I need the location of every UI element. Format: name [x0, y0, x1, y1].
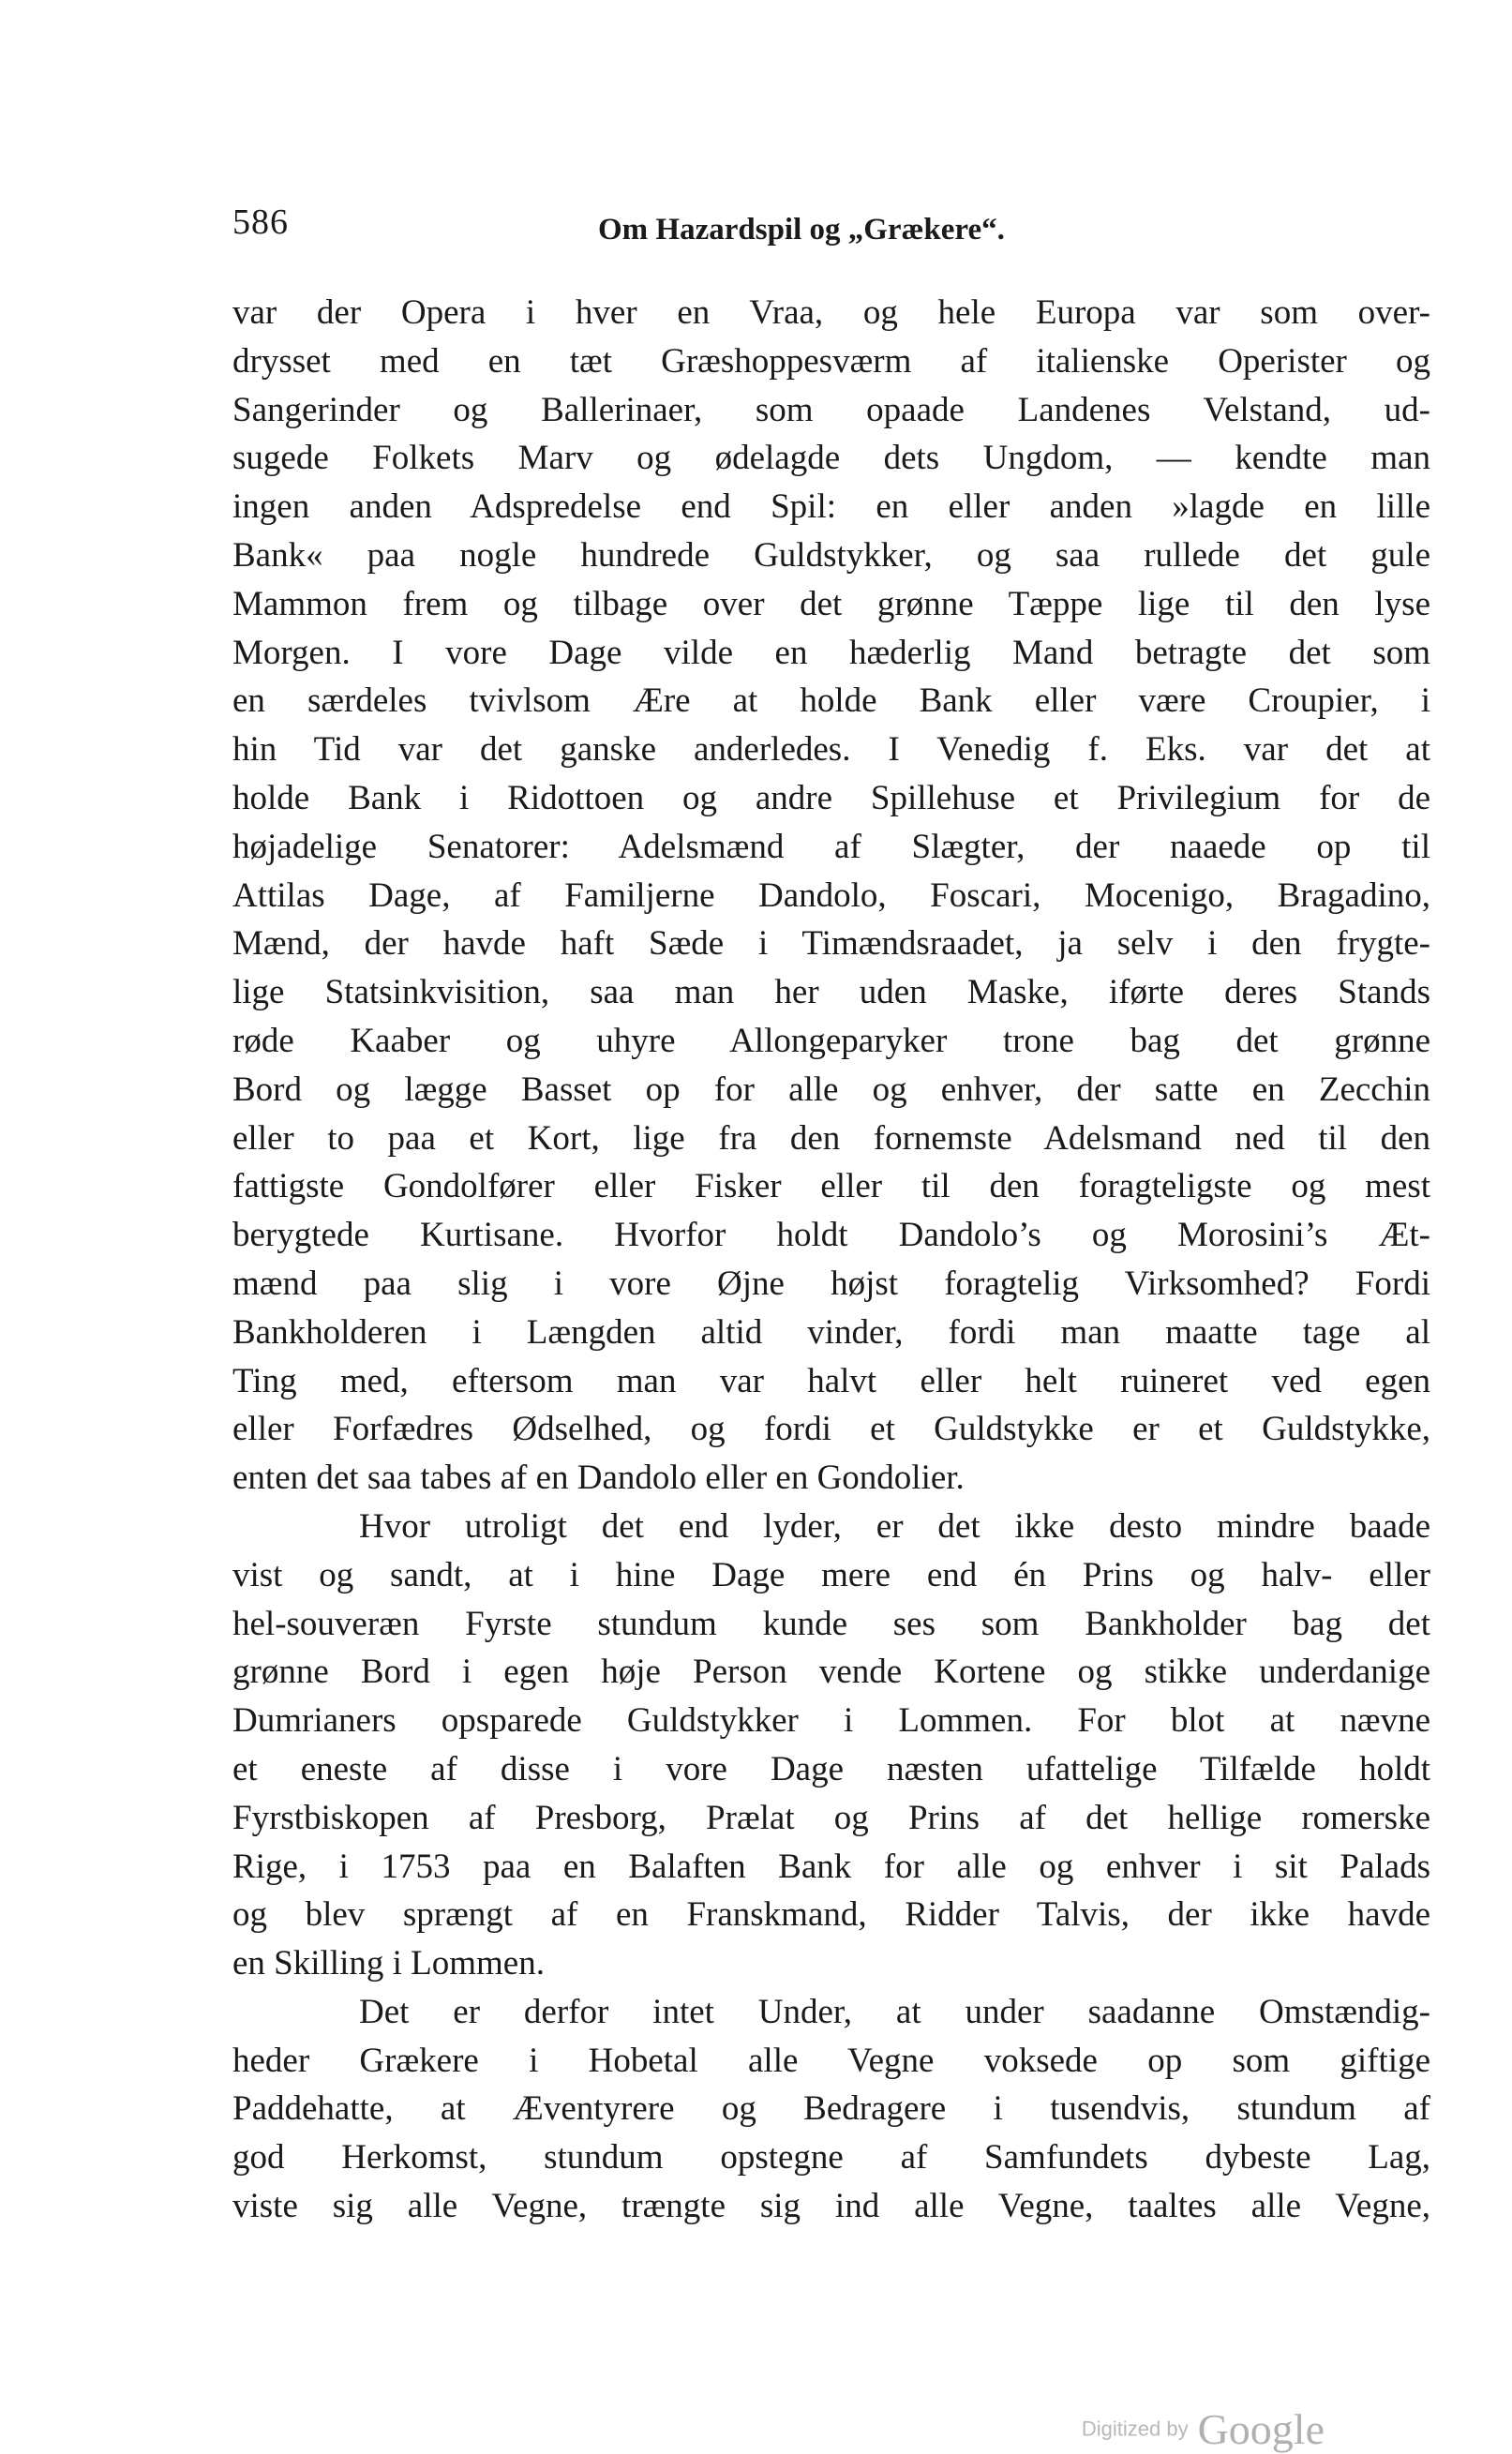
paragraph-end-line: en Skilling i Lommen. — [232, 1944, 545, 1983]
text-line: eller to paa et Kort, lige fra den fornemste Adelsmand ned til den — [232, 1118, 1430, 1158]
paragraph-start-line: Hvor utroligt det end lyder, er det ikke desto mindre baade — [359, 1506, 1430, 1546]
text-line: Attilas Dage, af Familjerne Dandolo, Foscari, Mocenigo, Bragadino, — [232, 875, 1430, 915]
paragraph-start-line: Det er derfor intet Under, at under saadanne Omstændig- — [359, 1992, 1430, 2031]
text-line: fattigste Gondolfører eller Fisker eller til den foragteligste og mest — [232, 1167, 1430, 1206]
text-line: et eneste af disse i vore Dage næsten ufattelige Tilfælde holdt — [232, 1749, 1430, 1788]
text-line: eller Forfædres Ødselhed, og fordi et Guldstykke er et Guldstykke, — [232, 1410, 1430, 1449]
text-line: grønne Bord i egen høje Person vende Kortene og stikke underdanige — [232, 1653, 1430, 1692]
text-line: Mammon frem og tilbage over det grønne Tæppe lige til den lyse — [232, 584, 1430, 623]
text-line: drysset med en tæt Græshoppesværm af italienske Operister og — [232, 341, 1430, 381]
text-line: hin Tid var det ganske anderledes. I Venedig f. Eks. var det at — [232, 730, 1430, 770]
google-logo: Google — [1197, 2405, 1325, 2453]
text-line: mænd paa slig i vore Øjne højst foragtelig Virksomhed? Fordi — [232, 1264, 1430, 1303]
text-line: højadelige Senatorer: Adelsmænd af Slægter, der naaede op til — [232, 827, 1430, 866]
text-line: Sangerinder og Ballerinaer, som opaade Landenes Velstand, ud- — [232, 390, 1430, 429]
digitized-label: Digitized by — [1081, 2417, 1189, 2441]
text-line: Fyrstbiskopen af Presborg, Prælat og Prins af det hellige romerske — [232, 1798, 1430, 1837]
text-line: hel-souveræn Fyrste stundum kunde ses som Bankholder bag det — [232, 1604, 1430, 1643]
text-line: Mænd, der havde haft Sæde i Timændsraadet, ja selv i den frygte- — [232, 924, 1430, 964]
text-line: og blev sprængt af en Franskmand, Ridder Talvis, der ikke havde — [232, 1895, 1430, 1935]
page-number: 586 — [232, 202, 289, 242]
paragraph-end-line: enten det saa tabes af en Dandolo eller en Gondolier. — [232, 1459, 965, 1498]
text-line: Morgen. I vore Dage vilde en hæderlig Mand betragte det som — [232, 633, 1430, 672]
text-line: var der Opera i hver en Vraa, og hele Europa var som over- — [232, 293, 1430, 332]
digitized-watermark — [1081, 2404, 1325, 2453]
text-line: lige Statsinkvisition, saa man her uden Maske, iførte deres Stands — [232, 973, 1430, 1012]
text-line: Bank« paa nogle hundrede Guldstykker, og saa rullede det gule — [232, 535, 1430, 575]
text-line: en særdeles tvivlsom Ære at holde Bank eller være Croupier, i — [232, 681, 1430, 721]
text-line: røde Kaaber og uhyre Allongeparyker trone bag det grønne — [232, 1021, 1430, 1060]
text-line: Dumrianers opsparede Guldstykker i Lommen. For blot at nævne — [232, 1701, 1430, 1741]
text-line: Ting med, eftersom man var halvt eller helt ruineret ved egen — [232, 1361, 1430, 1400]
text-line: sugede Folkets Marv og ødelagde dets Ungdom, — kendte man — [232, 439, 1430, 478]
text-line: viste sig alle Vegne, trængte sig ind alle Vegne, taaltes alle Vegne, — [232, 2187, 1430, 2226]
body-text — [232, 289, 1430, 2231]
text-line: Bankholderen i Længden altid vinder, fordi man maatte tage al — [232, 1312, 1430, 1352]
text-line: Rige, i 1753 paa en Balaften Bank for alle og enhver i sit Palads — [232, 1847, 1430, 1886]
text-line: god Herkomst, stundum opstegne af Samfundets dybeste Lag, — [232, 2138, 1430, 2177]
running-title: Om Hazardspil og „Grækere“. — [598, 213, 1005, 247]
text-line: berygtede Kurtisane. Hvorfor holdt Dandolo’s og Morosini’s Æt- — [232, 1216, 1430, 1255]
page-header — [232, 202, 1432, 258]
text-line: holde Bank i Ridottoen og andre Spillehuse et Privilegium for de — [232, 778, 1430, 817]
text-line: ingen anden Adspredelse end Spil: en eller anden »lagde en lille — [232, 487, 1430, 527]
text-line: heder Grækere i Hobetal alle Vegne voksede op som giftige — [232, 2041, 1430, 2080]
text-line: vist og sandt, at i hine Dage mere end én Prins og halv- eller — [232, 1555, 1430, 1594]
text-line: Bord og lægge Basset op for alle og enhver, der satte en Zecchin — [232, 1070, 1430, 1109]
text-line: Paddehatte, at Æventyrere og Bedragere i tusendvis, stundum af — [232, 2089, 1430, 2129]
